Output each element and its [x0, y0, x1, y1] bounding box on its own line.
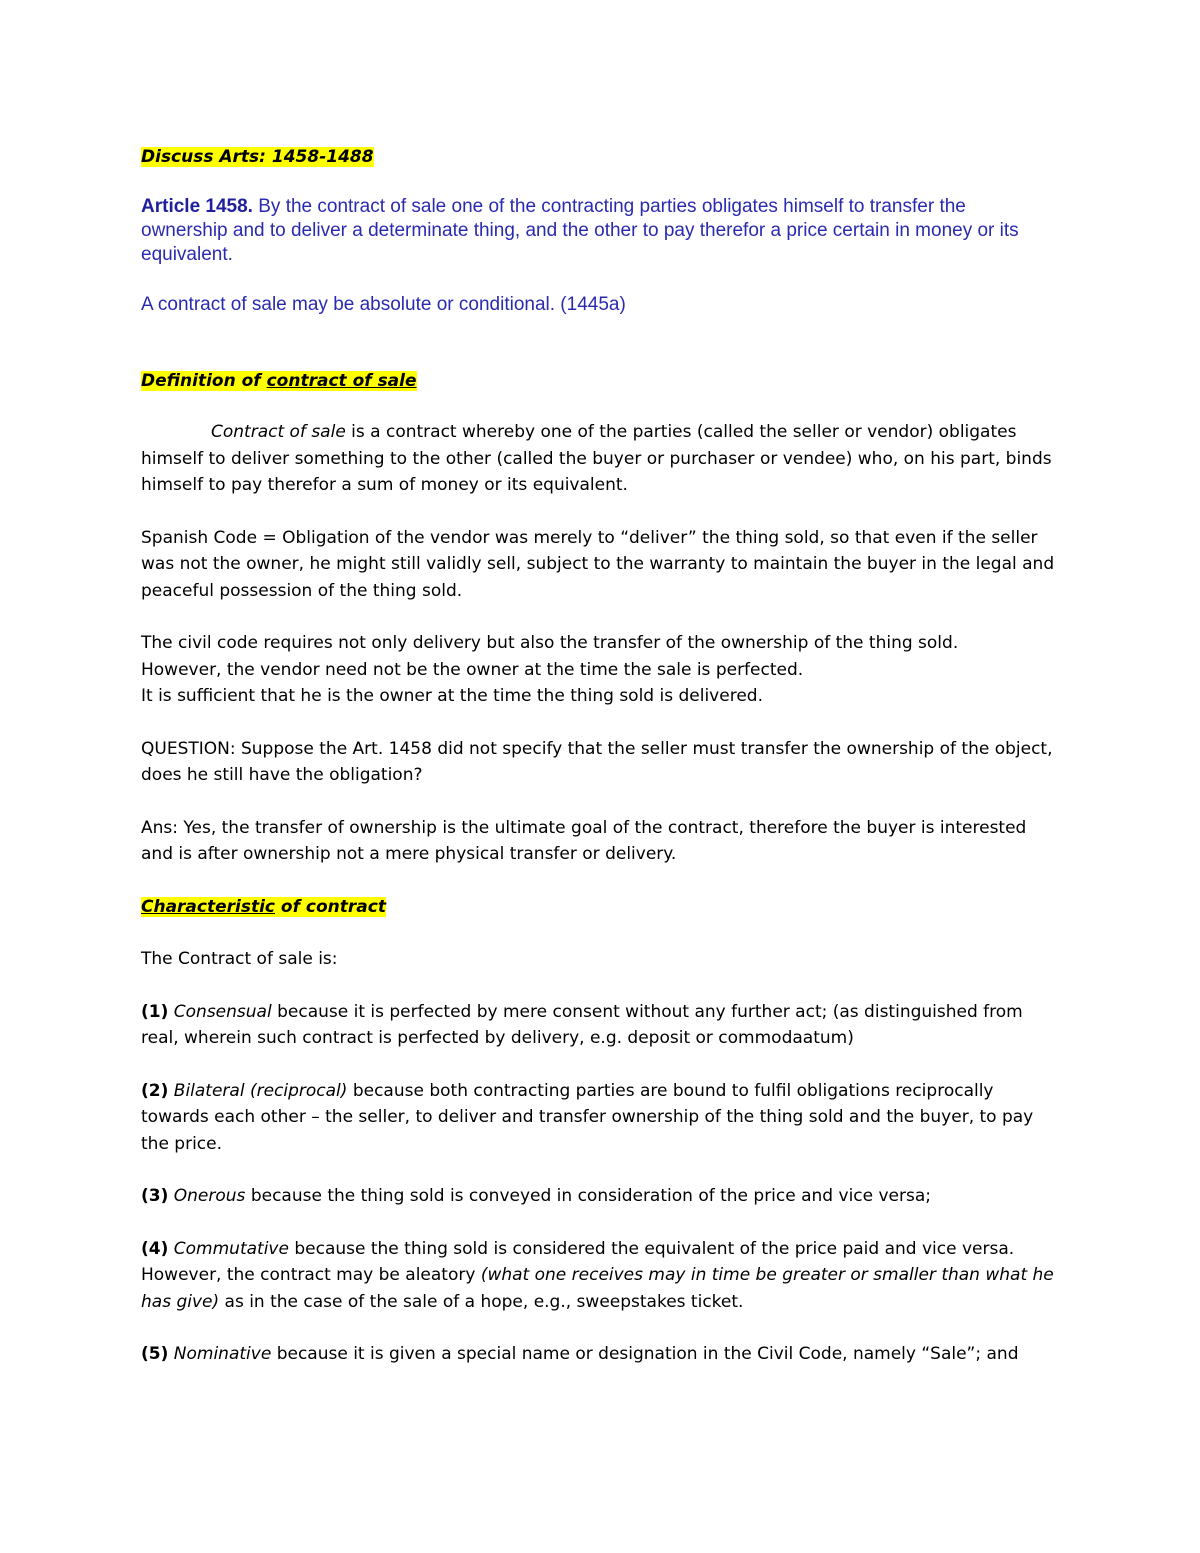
definition-heading: Definition of contract of sale	[141, 370, 417, 391]
spanish-code-paragraph: Spanish Code = Obligation of the vendor was merely to “deliver” the thing sold, so that even if the seller was not the owner, he might still validly sell, subject to the warranty to maintain the buyer in the legal and peaceful possession of the thing sold.	[141, 527, 1055, 601]
article-1458-second: A contract of sale may be absolute or conditional. (1445a)	[141, 293, 626, 315]
question-paragraph: QUESTION: Suppose the Art. 1458 did not specify that the seller must transfer the ownership of the object, does he still have the obligation?	[141, 738, 1053, 785]
list-item: (5) Nominative because it is given a special name or designation in the Civil Code, namely “Sale”; and	[141, 1344, 1019, 1364]
list-item: (2) Bilateral (reciprocal) because both contracting parties are bound to fulfil obligations reciprocally towards each other – the seller, to deliver and transfer ownership of the thing sold and the buyer, to pay the price.	[141, 1080, 1034, 1154]
article-text: By the contract of sale one of the contracting parties obligates himself to transfer the ownership and to deliver a determinate thing, and the other to pay therefor a price certain in money or its equivalent.	[141, 195, 1019, 265]
article-label: Article 1458.	[141, 195, 253, 217]
civil-code-paragraph: The civil code requires not only delivery but also the transfer of the ownership of the thing sold. However, the vendor need not be the owner at the time the sale is perfected. It is sufficient that he is the owner at the time the thing sold is delivered.	[141, 633, 959, 706]
document-page	[141, 144, 1056, 1368]
characteristic-intro: The Contract of sale is:	[141, 949, 338, 969]
characteristic-heading: Characteristic of contract	[141, 896, 386, 917]
article-1458	[141, 195, 1056, 267]
discuss-heading: Discuss Arts: 1458-1488	[141, 147, 374, 167]
list-item: (4) Commutative because the thing sold is considered the equivalent of the price paid and vice versa. However, the contract may be aleatory (what one receives may in time be greater or smaller than what he has give) as in the case of the sale of a hope, e.g., sweepstakes ticket.	[141, 1238, 1054, 1312]
answer-paragraph: Ans: Yes, the transfer of ownership is the ultimate goal of the contract, therefore the buyer is interested and is after ownership not a mere physical transfer or delivery.	[141, 817, 1027, 864]
definition-paragraph: Contract of sale is a contract whereby one of the parties (called the seller or vendor) obligates himself to deliver something to the other (called the buyer or purchaser or vendee) who, on his part, binds himself to pay therefor a sum of money or its equivalent.	[141, 422, 1052, 495]
list-item: (3) Onerous because the thing sold is conveyed in consideration of the price and vice versa;	[141, 1186, 932, 1206]
list-item: (1) Consensual because it is perfected by mere consent without any further act; (as distinguished from real, wherein such contract is perfected by delivery, e.g. deposit or commodaatum)	[141, 1001, 1023, 1048]
definition-term: Contract of sale	[211, 422, 346, 442]
